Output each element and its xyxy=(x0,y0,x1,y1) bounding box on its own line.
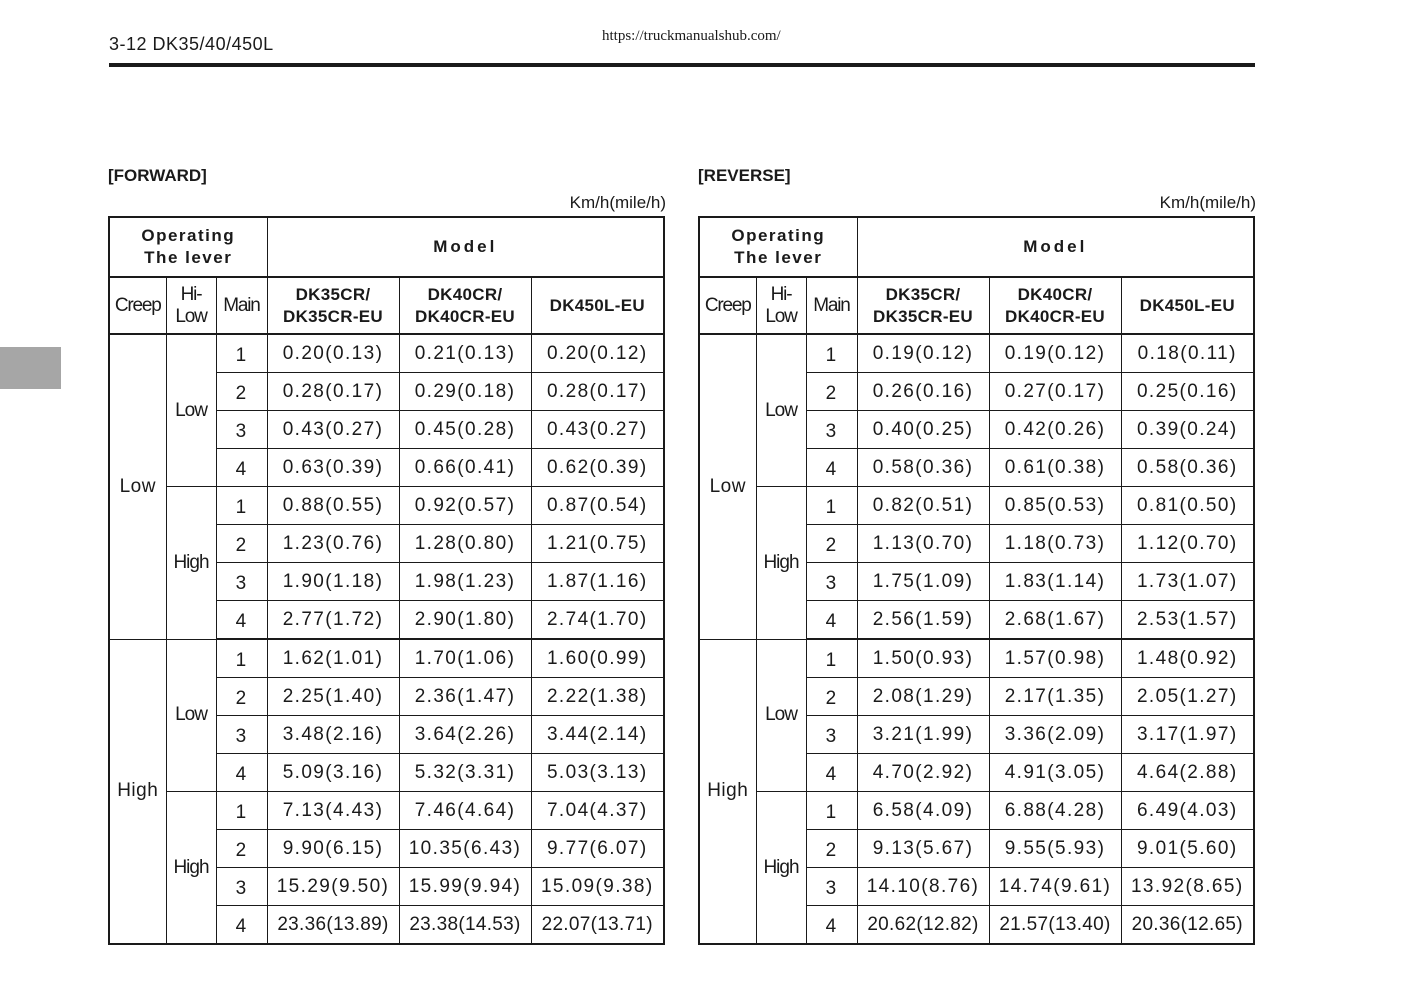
speed-cell: 21.57(13.40) xyxy=(989,906,1121,945)
speed-cell: 5.32(3.31) xyxy=(399,754,531,792)
speed-cell: 0.85(0.53) xyxy=(989,487,1121,525)
hi-low-header xyxy=(756,277,806,334)
main-gear-cell: 2 xyxy=(216,525,267,563)
table-row xyxy=(109,334,664,373)
main-gear-cell: 3 xyxy=(806,563,857,601)
main-gear-cell: 4 xyxy=(806,754,857,792)
dk35-header xyxy=(267,277,399,334)
creep-cell: High xyxy=(109,639,166,944)
speed-cell: 2.68(1.67) xyxy=(989,601,1121,640)
speed-cell: 2.90(1.80) xyxy=(399,601,531,640)
main-gear-cell: 1 xyxy=(806,334,857,373)
speed-cell: 0.28(0.17) xyxy=(267,373,399,411)
main-gear-cell: 3 xyxy=(806,868,857,906)
speed-cell: 7.04(4.37) xyxy=(531,792,664,830)
page-number: 3-12 DK35/40/450L xyxy=(109,34,274,54)
speed-cell: 2.53(1.57) xyxy=(1121,601,1254,640)
speed-cell: 0.19(0.12) xyxy=(857,334,989,373)
speed-cell: 3.64(2.26) xyxy=(399,716,531,754)
main-gear-cell: 1 xyxy=(216,792,267,830)
hi-label: Hi- xyxy=(180,283,202,305)
speed-cell: 0.21(0.13) xyxy=(399,334,531,373)
speed-cell: 10.35(6.43) xyxy=(399,830,531,868)
reverse-speed-table xyxy=(698,216,1255,945)
main-gear-cell: 2 xyxy=(806,525,857,563)
speed-cell: 3.44(2.14) xyxy=(531,716,664,754)
hi-low-cell: High xyxy=(756,487,806,640)
speed-cell: 0.39(0.24) xyxy=(1121,411,1254,449)
speed-cell: 0.58(0.36) xyxy=(857,449,989,487)
main-gear-cell: 2 xyxy=(216,678,267,716)
speed-cell: 2.08(1.29) xyxy=(857,678,989,716)
hi-low-cell: Low xyxy=(756,639,806,792)
speed-cell: 14.10(8.76) xyxy=(857,868,989,906)
speed-cell: 3.21(1.99) xyxy=(857,716,989,754)
speed-cell: 0.43(0.27) xyxy=(531,411,664,449)
main-gear-cell: 4 xyxy=(216,754,267,792)
operating-label: Operating xyxy=(731,226,826,245)
operating-lever-header xyxy=(699,217,857,277)
model-header: Model xyxy=(267,217,664,277)
speed-cell: 0.58(0.36) xyxy=(1121,449,1254,487)
main-gear-cell: 4 xyxy=(806,449,857,487)
speed-cell: 7.13(4.43) xyxy=(267,792,399,830)
speed-cell: 1.73(1.07) xyxy=(1121,563,1254,601)
speed-cell: 0.92(0.57) xyxy=(399,487,531,525)
dk35-header xyxy=(857,277,989,334)
main-gear-cell: 1 xyxy=(806,792,857,830)
speed-cell: 1.28(0.80) xyxy=(399,525,531,563)
main-gear-cell: 2 xyxy=(216,373,267,411)
main-gear-cell: 4 xyxy=(806,906,857,945)
dk450-header: DK450L-EU xyxy=(531,277,664,334)
model-header: Model xyxy=(857,217,1254,277)
main-header: Main xyxy=(806,277,857,334)
source-url[interactable]: https://truckmanualshub.com/ xyxy=(602,28,781,44)
forward-section xyxy=(108,165,668,945)
main-gear-cell: 4 xyxy=(216,449,267,487)
speed-cell: 1.57(0.98) xyxy=(989,639,1121,678)
speed-cell: 9.77(6.07) xyxy=(531,830,664,868)
main-gear-cell: 4 xyxy=(216,601,267,640)
creep-header: Creep xyxy=(109,277,166,334)
main-gear-cell: 2 xyxy=(806,373,857,411)
forward-unit: Km/h(mile/h) xyxy=(569,193,666,212)
speed-cell: 1.62(1.01) xyxy=(267,639,399,678)
dk40-header-line1: DK40CR/ xyxy=(427,284,503,304)
speed-cell: 0.40(0.25) xyxy=(857,411,989,449)
low-label: Low xyxy=(765,305,797,327)
table-row xyxy=(699,639,1254,678)
speed-cell: 13.92(8.65) xyxy=(1121,868,1254,906)
main-gear-cell: 1 xyxy=(216,487,267,525)
table-row xyxy=(699,487,1254,525)
speed-cell: 4.91(3.05) xyxy=(989,754,1121,792)
main-gear-cell: 3 xyxy=(806,716,857,754)
dk40-header xyxy=(399,277,531,334)
main-gear-cell: 3 xyxy=(216,563,267,601)
main-gear-cell: 2 xyxy=(216,830,267,868)
speed-cell: 15.09(9.38) xyxy=(531,868,664,906)
speed-cell: 0.62(0.39) xyxy=(531,449,664,487)
main-gear-cell: 1 xyxy=(806,487,857,525)
speed-cell: 0.18(0.11) xyxy=(1121,334,1254,373)
speed-cell: 5.03(3.13) xyxy=(531,754,664,792)
speed-cell: 2.22(1.38) xyxy=(531,678,664,716)
lever-label: The lever xyxy=(734,248,823,267)
main-gear-cell: 1 xyxy=(216,639,267,678)
speed-cell: 0.88(0.55) xyxy=(267,487,399,525)
lever-label: The lever xyxy=(144,248,233,267)
main-gear-cell: 3 xyxy=(216,411,267,449)
low-label: Low xyxy=(175,305,207,327)
header-row xyxy=(699,217,1254,277)
table-row xyxy=(699,334,1254,373)
speed-cell: 1.60(0.99) xyxy=(531,639,664,678)
speed-cell: 9.90(6.15) xyxy=(267,830,399,868)
speed-cell: 1.23(0.76) xyxy=(267,525,399,563)
speed-cell: 2.17(1.35) xyxy=(989,678,1121,716)
dk35-header-line1: DK35CR/ xyxy=(295,284,371,304)
chapter-tab xyxy=(0,347,61,389)
main-gear-cell: 3 xyxy=(216,716,267,754)
speed-cell: 0.42(0.26) xyxy=(989,411,1121,449)
speed-cell: 2.74(1.70) xyxy=(531,601,664,640)
dk450-header: DK450L-EU xyxy=(1121,277,1254,334)
forward-speed-table xyxy=(108,216,665,945)
speed-cell: 1.13(0.70) xyxy=(857,525,989,563)
speed-cell: 0.82(0.51) xyxy=(857,487,989,525)
hi-low-cell: Low xyxy=(756,334,806,487)
subheader-row xyxy=(109,277,664,334)
speed-cell: 1.12(0.70) xyxy=(1121,525,1254,563)
speed-cell: 0.20(0.12) xyxy=(531,334,664,373)
speed-cell: 3.48(2.16) xyxy=(267,716,399,754)
main-gear-cell: 4 xyxy=(216,906,267,945)
speed-cell: 2.05(1.27) xyxy=(1121,678,1254,716)
dk35-header-line2: DK35CR-EU xyxy=(283,306,383,326)
table-row xyxy=(109,487,664,525)
main-gear-cell: 3 xyxy=(806,411,857,449)
hi-low-header xyxy=(166,277,216,334)
dk40-header-line2: DK40CR-EU xyxy=(415,306,515,326)
speed-cell: 22.07(13.71) xyxy=(531,906,664,945)
creep-header: Creep xyxy=(699,277,756,334)
dk40-header-line2: DK40CR-EU xyxy=(1005,306,1105,326)
main-gear-cell: 3 xyxy=(216,868,267,906)
speed-cell: 0.81(0.50) xyxy=(1121,487,1254,525)
operating-label: Operating xyxy=(141,226,236,245)
hi-low-cell: High xyxy=(756,792,806,945)
table-row xyxy=(699,792,1254,830)
speed-cell: 1.83(1.14) xyxy=(989,563,1121,601)
subheader-row xyxy=(699,277,1254,334)
main-gear-cell: 1 xyxy=(216,334,267,373)
speed-cell: 0.27(0.17) xyxy=(989,373,1121,411)
header-row xyxy=(109,217,664,277)
speed-cell: 1.70(1.06) xyxy=(399,639,531,678)
hi-label: Hi- xyxy=(770,283,792,305)
main-gear-cell: 2 xyxy=(806,830,857,868)
speed-cell: 2.36(1.47) xyxy=(399,678,531,716)
header-rule xyxy=(109,63,1255,67)
speed-cell: 1.50(0.93) xyxy=(857,639,989,678)
creep-cell: Low xyxy=(109,334,166,639)
speed-cell: 6.49(4.03) xyxy=(1121,792,1254,830)
speed-cell: 9.13(5.67) xyxy=(857,830,989,868)
speed-cell: 0.26(0.16) xyxy=(857,373,989,411)
speed-cell: 1.87(1.16) xyxy=(531,563,664,601)
main-gear-cell: 1 xyxy=(806,639,857,678)
speed-cell: 2.77(1.72) xyxy=(267,601,399,640)
speed-cell: 0.87(0.54) xyxy=(531,487,664,525)
speed-cell: 1.98(1.23) xyxy=(399,563,531,601)
hi-low-cell: Low xyxy=(166,639,216,792)
speed-cell: 0.61(0.38) xyxy=(989,449,1121,487)
reverse-unit: Km/h(mile/h) xyxy=(1159,193,1256,212)
speed-cell: 23.38(14.53) xyxy=(399,906,531,945)
speed-cell: 4.64(2.88) xyxy=(1121,754,1254,792)
speed-cell: 0.45(0.28) xyxy=(399,411,531,449)
speed-cell: 0.28(0.17) xyxy=(531,373,664,411)
speed-cell: 20.36(12.65) xyxy=(1121,906,1254,945)
speed-cell: 0.43(0.27) xyxy=(267,411,399,449)
creep-cell: High xyxy=(699,639,756,944)
creep-cell: Low xyxy=(699,334,756,639)
main-header: Main xyxy=(216,277,267,334)
speed-cell: 0.66(0.41) xyxy=(399,449,531,487)
dk35-header-line1: DK35CR/ xyxy=(885,284,961,304)
speed-cell: 1.48(0.92) xyxy=(1121,639,1254,678)
operating-lever-header xyxy=(109,217,267,277)
table-row xyxy=(109,792,664,830)
speed-cell: 6.88(4.28) xyxy=(989,792,1121,830)
speed-cell: 3.36(2.09) xyxy=(989,716,1121,754)
speed-cell: 0.19(0.12) xyxy=(989,334,1121,373)
speed-cell: 0.29(0.18) xyxy=(399,373,531,411)
speed-cell: 14.74(9.61) xyxy=(989,868,1121,906)
speed-cell: 2.56(1.59) xyxy=(857,601,989,640)
speed-cell: 1.18(0.73) xyxy=(989,525,1121,563)
speed-cell: 1.90(1.18) xyxy=(267,563,399,601)
hi-low-cell: Low xyxy=(166,334,216,487)
table-row xyxy=(109,639,664,678)
dk40-header-line1: DK40CR/ xyxy=(1017,284,1093,304)
speed-cell: 1.75(1.09) xyxy=(857,563,989,601)
speed-cell: 0.63(0.39) xyxy=(267,449,399,487)
dk35-header-line2: DK35CR-EU xyxy=(873,306,973,326)
speed-cell: 6.58(4.09) xyxy=(857,792,989,830)
dk40-header xyxy=(989,277,1121,334)
forward-title: [FORWARD] xyxy=(108,166,207,185)
speed-cell: 15.99(9.94) xyxy=(399,868,531,906)
speed-cell: 9.01(5.60) xyxy=(1121,830,1254,868)
speed-cell: 4.70(2.92) xyxy=(857,754,989,792)
speed-cell: 20.62(12.82) xyxy=(857,906,989,945)
speed-cell: 0.20(0.13) xyxy=(267,334,399,373)
speed-cell: 0.25(0.16) xyxy=(1121,373,1254,411)
hi-low-cell: High xyxy=(166,792,216,945)
speed-cell: 15.29(9.50) xyxy=(267,868,399,906)
reverse-title: [REVERSE] xyxy=(698,166,791,185)
speed-cell: 7.46(4.64) xyxy=(399,792,531,830)
reverse-section xyxy=(698,165,1258,945)
speed-cell: 2.25(1.40) xyxy=(267,678,399,716)
speed-cell: 5.09(3.16) xyxy=(267,754,399,792)
main-gear-cell: 4 xyxy=(806,601,857,640)
speed-cell: 1.21(0.75) xyxy=(531,525,664,563)
hi-low-cell: High xyxy=(166,487,216,640)
speed-cell: 23.36(13.89) xyxy=(267,906,399,945)
speed-cell: 9.55(5.93) xyxy=(989,830,1121,868)
main-gear-cell: 2 xyxy=(806,678,857,716)
speed-cell: 3.17(1.97) xyxy=(1121,716,1254,754)
